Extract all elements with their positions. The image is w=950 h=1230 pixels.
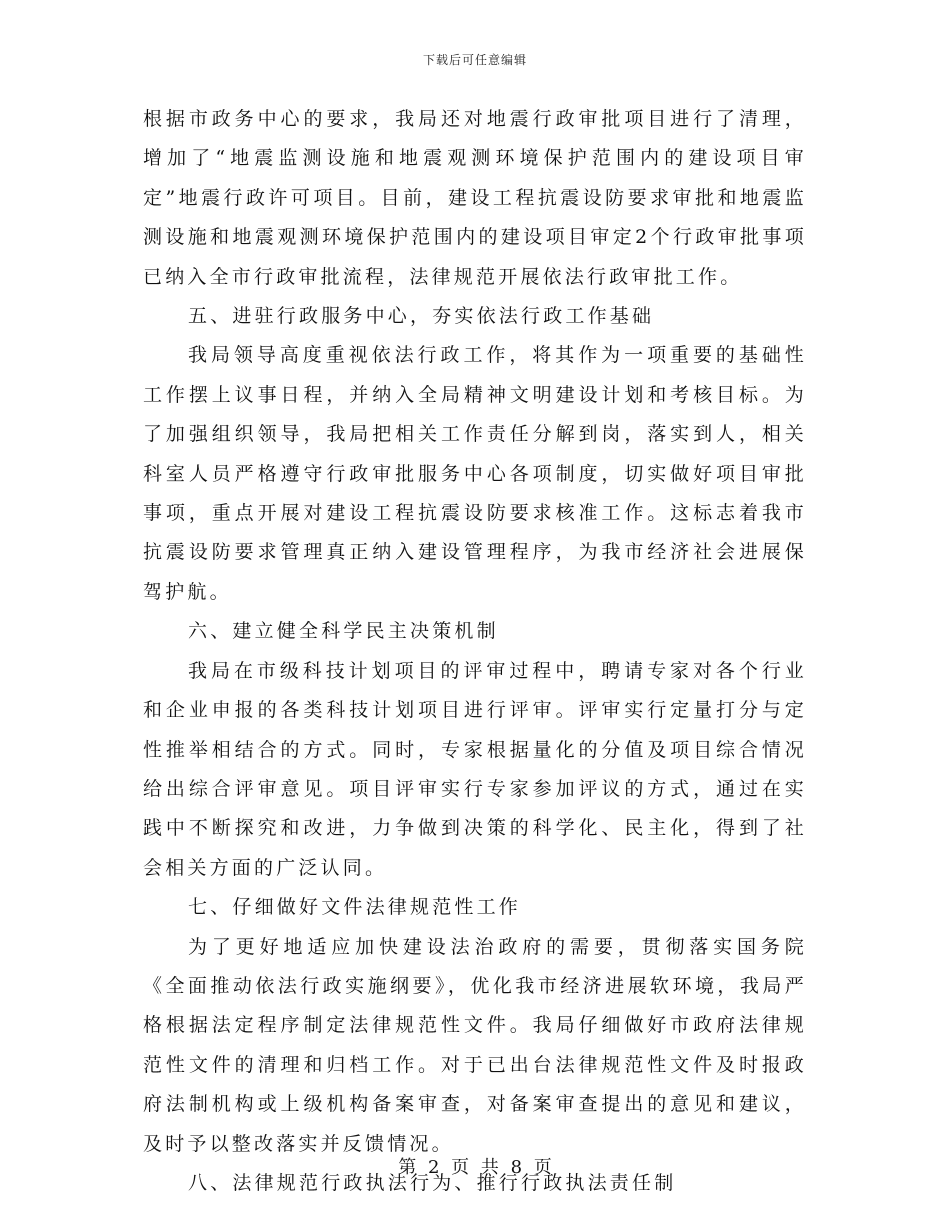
paragraph-continued: 根据市政务中心的要求，我局还对地震行政审批项目进行了清理，增加了“地震监测设施和地震观测环境保护范围内的建设项目审定”地震行政许可项目。目前，建设工程抗震设防要求审批和地震监测设施和地震观测环境保护范围内的建设项目审定2个行政审批事项已纳入全市行政审批流程，法律规范开展依法行政审批工作。	[143, 108, 807, 288]
page-header: 下载后可任意编辑	[422, 53, 527, 67]
section-heading-5: 五、进驻行政服务中心，夯实依法行政工作基础	[188, 305, 655, 328]
paragraph-section-7: 为了更好地适应加快建设法治政府的需要，贯彻落实国务院《全面推动依法行政实施纲要》，优化我市经济进展软环境，我局严格根据法定程序制定法律规范性文件。我局仔细做好市政府法律规范性文件的清理和归档工作。对于已出台法律规范性文件及时报政府法制机构或上级机构备案审查，对备案审查提出的意见和建议，及时予以整改落实并反馈情况。	[143, 935, 807, 1155]
paragraph-section-5: 我局领导高度重视依法行政工作，将其作为一项重要的基础性工作摆上议事日程，并纳入全局精神文明建设计划和考核目标。为了加强组织领导，我局把相关工作责任分解到岗，落实到人，相关科室人员严格遵守行政审批服务中心各项制度，切实做好项目审批事项，重点开展对建设工程抗震设防要求核准工作。这标志着我市抗震设防要求管理真正纳入建设管理程序，为我市经济社会进展保驾护航。	[143, 344, 807, 603]
paragraph-section-6: 我局在市级科技计划项目的评审过程中，聘请专家对各个行业和企业申报的各类科技计划项目进行评审。评审实行定量打分与定性推举相结合的方式。同时，专家根据量化的分值及项目综合情况给出综合评审意见。项目评审实行专家参加评议的方式，通过在实践中不断探究和改进，力争做到决策的科学化、民主化，得到了社会相关方面的广泛认同。	[143, 659, 807, 879]
section-heading-8: 八、法律规范行政执法行为、推行行政执法责任制	[188, 1171, 677, 1194]
section-heading-7: 七、仔细做好文件法律规范性工作	[188, 896, 522, 919]
document-body	[143, 100, 807, 1203]
section-heading-6: 六、建立健全科学民主决策机制	[188, 620, 499, 643]
page-number-footer: 第 2 页 共 8 页	[398, 1157, 552, 1178]
